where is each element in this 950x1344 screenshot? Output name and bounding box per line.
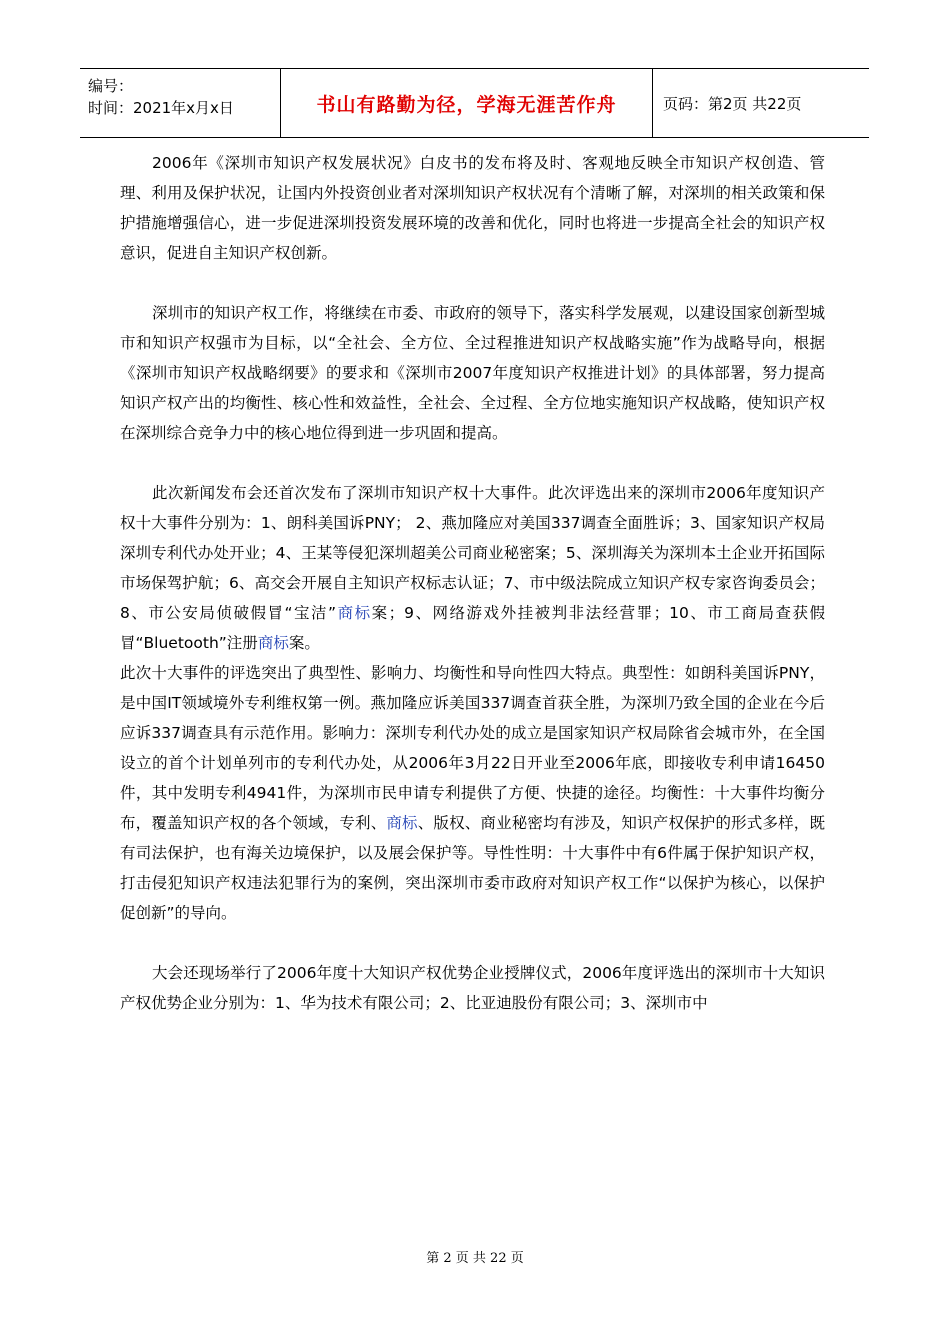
header-number-label: 编号： xyxy=(88,77,134,95)
paragraph-3 xyxy=(120,478,825,658)
trademark-link[interactable]: 商标 xyxy=(386,814,418,832)
paragraph-4 xyxy=(120,658,825,928)
paragraph-2: 深圳市的知识产权工作，将继续在市委、市政府的领导下，落实科学发展观，以建设国家创新型城市和知识产权强市为目标，以“全社会、全方位、全过程推进知识产权战略实施”作为战略导向，根据《深圳市知识产权战略纲要》的要求和《深圳市2007年度知识产权推进计划》的具体部署，努力提高知识产权产出的均衡性、核心性和效益性，全社会、全过程、全方位地实施知识产权战略，使知识产权在深圳综合竞争力中的核心地位得到进一步巩固和提高。 xyxy=(120,304,825,442)
paragraph-3-text-c: 案。 xyxy=(288,634,320,652)
page-footer: 第 2 页 共 22 页 xyxy=(426,1251,524,1266)
document-body xyxy=(120,148,825,1018)
paragraph-3-text-a: 此次新闻发布会还首次发布了深圳市知识产权十大事件。此次评选出来的深圳市2006年度知识产权十大事件分别为：1、朗科美国诉PNY； 2、燕加隆应对美国337调查全面胜诉；3、国家知识产权局深圳专利代办处开业；4、王某等侵犯深圳超美公司商业秘密案；5、深圳海关为深圳本土企业开拓国际市场保驾护航；6、高交会开展自主知识产权标志认证；7、市中级法院成立知识产权专家咨询委员会；8、市公安局侦破假冒“宝洁” xyxy=(120,484,825,622)
header-left-cell xyxy=(80,69,280,137)
page-header xyxy=(80,68,869,138)
header-page-info: 页码：第2页 共22页 xyxy=(663,94,802,113)
paragraph-5: 大会还现场举行了2006年度十大知识产权优势企业授牌仪式，2006年度评选出的深圳市十大知识产权优势企业分别为：1、华为技术有限公司；2、比亚迪股份有限公司；3、深圳市中 xyxy=(120,964,825,1012)
trademark-link[interactable]: 商标 xyxy=(336,604,372,622)
trademark-link[interactable]: 商标 xyxy=(257,634,289,652)
header-motto: 书山有路勤为径，学海无涯苦作舟 xyxy=(280,69,653,137)
paragraph-4-text-b: 、版权、商业秘密均有涉及，知识产权保护的形式多样，既有司法保护，也有海关边境保护，以及展会保护等。导性性明：十大事件中有6件属于保护知识产权，打击侵犯知识产权违法犯罪行为的案例，突出深圳市委市政府对知识产权工作“以保护为核心，以保护促创新”的导向。 xyxy=(120,814,825,922)
paragraph-4-text-a: 此次十大事件的评选突出了典型性、影响力、均衡性和导向性四大特点。典型性：如朗科美国诉PNY，是中国IT领域境外专利维权第一例。燕加隆应诉美国337调查首获全胜，为深圳乃致全国的企业在今后应诉337调查具有示范作用。影响力：深圳专利代办处的成立是国家知识产权局除省会城市外，在全国设立的首个计划单列市的专利代办处，从2006年3月22日开业至2006年底，即接收专利申请16450件，其中发明专利4941件，为深圳市民申请专利提供了方便、快捷的途径。均衡性：十大事件均衡分布，覆盖知识产权的各个领域，专利、 xyxy=(120,664,825,832)
paragraph-1: 2006年《深圳市知识产权发展状况》白皮书的发布将及时、客观地反映全市知识产权创造、管理、利用及保护状况，让国内外投资创业者对深圳知识产权状况有个清晰了解，对深圳的相关政策和保护措施增强信心，进一步促进深圳投资发展环境的改善和优化，同时也将进一步提高全社会的知识产权意识，促进自主知识产权创新。 xyxy=(120,154,825,262)
paragraph-3-text-b: 案；9、网络游戏外挂被判非法经营罪；10、市工商局查获假冒“Bluetooth”注册 xyxy=(120,604,825,652)
header-time-label: 时间：2021年x月x日 xyxy=(88,99,234,117)
